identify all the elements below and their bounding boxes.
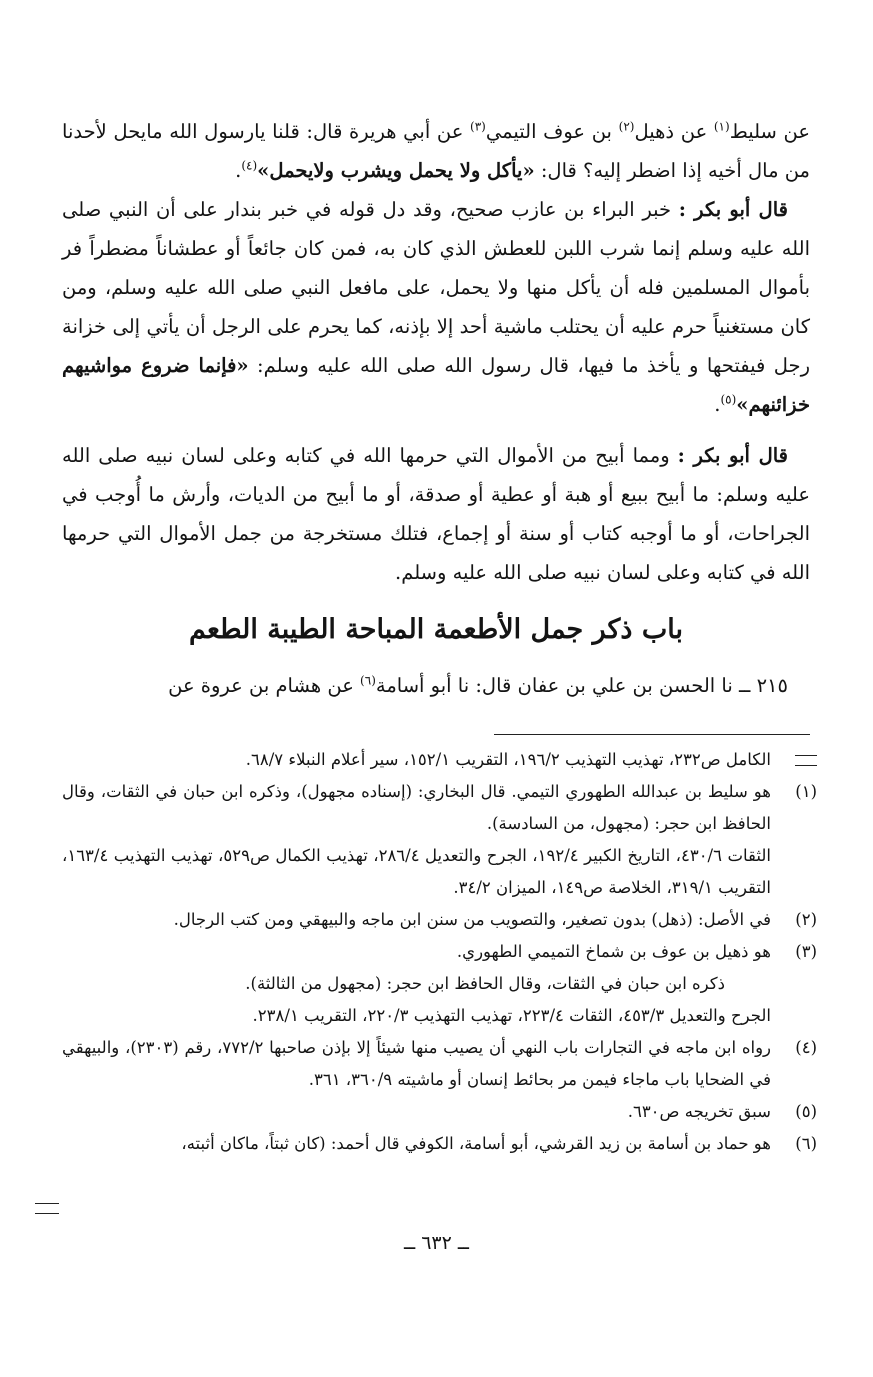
footnote-references: الثقات ٤٣٠/٦، التاريخ الكبير ١٩٢/٤، الجرح والتعديل ٢٨٦/٤، تهذيب الكمال ص٥٢٩، تهذيب التهذيب ١٦٣/٤، التقريب ٣١٩/١، الخلاصة ص١٤٩، الميزان ٣٤/٢. — [62, 846, 771, 897]
footnote-text: رواه ابن ماجه في التجارات باب النهي أن يصيب منها شيئاً إلا بإذن صاحبها ٧٧٢/٢، رقم (٢٣٠٣)، والبيهقي في الضحايا باب ماجاء فيمن مر بحائط إنسان أو ماشيته ٣٦٠/٩، ٣٦١. — [62, 1038, 772, 1089]
hadith-quote: «فإنما ضروع مواشيهم خزائنهم» — [62, 354, 810, 416]
footnote-ref-3[interactable]: (٣) — [470, 119, 486, 134]
footnote-5 — [62, 1096, 817, 1128]
footnote-4 — [62, 1032, 817, 1096]
footnote-text: الكامل ص٢٣٢، تهذيب التهذيب ١٩٦/٢، التقريب ١٥٢/١، سير أعلام النبلاء ٦٨/٧. — [245, 750, 771, 769]
text-segment: بن عوف التيمي — [485, 120, 619, 143]
footnote-marker: (٤) — [795, 1038, 817, 1057]
footnote-6 — [62, 1128, 817, 1160]
text-segment: عن سليط — [729, 120, 810, 143]
speaker-label: قال أبو بكر : — [678, 198, 788, 221]
text-segment: عن هشام بن عروة عن — [168, 674, 361, 697]
page-number: ــ ٦٣٢ ــ — [404, 1232, 469, 1254]
footnote-text: هو حماد بن أسامة بن زيد القرشي، أبو أسامة، الكوفي قال أحمد: (كان ثبتاً، ماكان أثبته، — [181, 1134, 771, 1153]
chapter-heading: باب ذكر جمل الأطعمة المباحة الطيبة الطعم — [189, 614, 683, 645]
footnote-marker: (٢) — [795, 910, 817, 929]
footnote-text: سبق تخريجه ص٦٣٠. — [627, 1102, 771, 1121]
text-segment: ٢١٥ ــ نا الحسن بن علي بن عفان قال: نا أبو أسامة — [375, 674, 788, 697]
text-segment: خبر البراء بن عازب صحيح، وقد دل قوله في خبر بندار على أن النبي صلى الله عليه وسلم إنما شرب اللبن للعطش الذي كان به، فمن كان جائعاً أو عطشاناً مضطراً فر بأموال المسلمين فله أن يأكل منها ولا يحمل، على مافعل النبي صلى الله عليه وسلم، ومن كان مستغنياً حرم عليه أن يحتلب ماشية أحد إلا بإذنه، كما يحرم على الرجل أن يأتي إلى خزانة رجل فيفتحها و يأخذ ما فيها، قال رسول الله صلى الله عليه وسلم: — [62, 198, 811, 377]
text-segment: . — [714, 393, 721, 416]
footnote-text: في الأصل: (ذهل) بدون تصغير، والتصويب من سنن ابن ماجه والبيهقي ومن كتب الرجال. — [173, 910, 771, 929]
paragraph-commentary-1 — [62, 190, 810, 424]
footnote-text: هو سليط بن عبدالله الطهوري التيمي. قال البخاري: (إسناده مجهول)، وذكره ابن حبان في الثقات، وقال الحافظ ابن حجر: (مجهول، من السادسة). — [62, 782, 771, 833]
footnotes-section — [62, 744, 817, 1160]
footnote-marker: (٥) — [795, 1102, 817, 1121]
footnote-note: ذكره ابن حبان في الثقات، وقال الحافظ ابن حجر: (مجهول من الثالثة). — [245, 974, 725, 993]
paragraph-commentary-2 — [62, 436, 810, 592]
footnote-references: الجرح والتعديل ٤٥٣/٣، الثقات ٢٢٣/٤، تهذيب التهذيب ٢٢٠/٣، التقريب ٢٣٨/١. — [252, 1006, 771, 1025]
footnote-2 — [62, 904, 817, 936]
main-text — [62, 112, 810, 705]
speaker-label: قال أبو بكر : — [677, 444, 789, 467]
text-segment: . — [235, 159, 242, 182]
footnote-text: هو ذهيل بن عوف بن شماخ التميمي الطهوري. — [456, 942, 771, 961]
footnote-ref-4[interactable]: (٤) — [241, 158, 258, 173]
footnote-3 — [62, 936, 817, 968]
footnote-ref-6[interactable]: (٦) — [360, 673, 376, 688]
equals-mark-icon — [795, 755, 817, 766]
footnote-ref-5[interactable]: (٥) — [720, 392, 737, 407]
footnote-marker: (٦) — [795, 1134, 817, 1153]
hadith-quote: «يأكل ولا يحمل ويشرب ولايحمل» — [257, 159, 535, 182]
footnote-ref-1[interactable]: (١) — [713, 119, 730, 134]
text-segment: عن أبي هريرة قال: قلنا يارسول الله مايحل لأحدنا من مال أخيه إذا اضطر إليه؟ قال: — [62, 120, 810, 182]
text-segment: عن ذهيل — [634, 120, 714, 143]
continuation-mark — [771, 744, 817, 776]
footnote-ref-2[interactable]: (٢) — [618, 119, 635, 134]
text-segment: ومما أبيح من الأموال التي حرمها الله في كتابه وعلى لسان نبيه صلى الله عليه وسلم: ما أبيح ببيع أو هبة أو عطية أو صدقة، أو ما أبيح من الديات، وأرش ما أُوجب في الجراحات، أو ما أوجبه كتاب أو سنة أو إجماع، فتلك مستخرجة من جمل الأموال التي حرمها الله في كتابه وعلى لسان نبيه صلى الله عليه وسلم. — [62, 444, 810, 584]
continuation-mark-icon — [35, 1203, 59, 1214]
footnote-marker: (٣) — [795, 942, 817, 961]
footnote-marker: (١) — [795, 782, 817, 801]
paragraph-hadith-215 — [62, 666, 810, 705]
footnote-continuation — [62, 744, 817, 776]
footnote-separator — [494, 734, 810, 735]
footnote-1 — [62, 776, 817, 840]
paragraph-hadith-214 — [62, 112, 810, 190]
